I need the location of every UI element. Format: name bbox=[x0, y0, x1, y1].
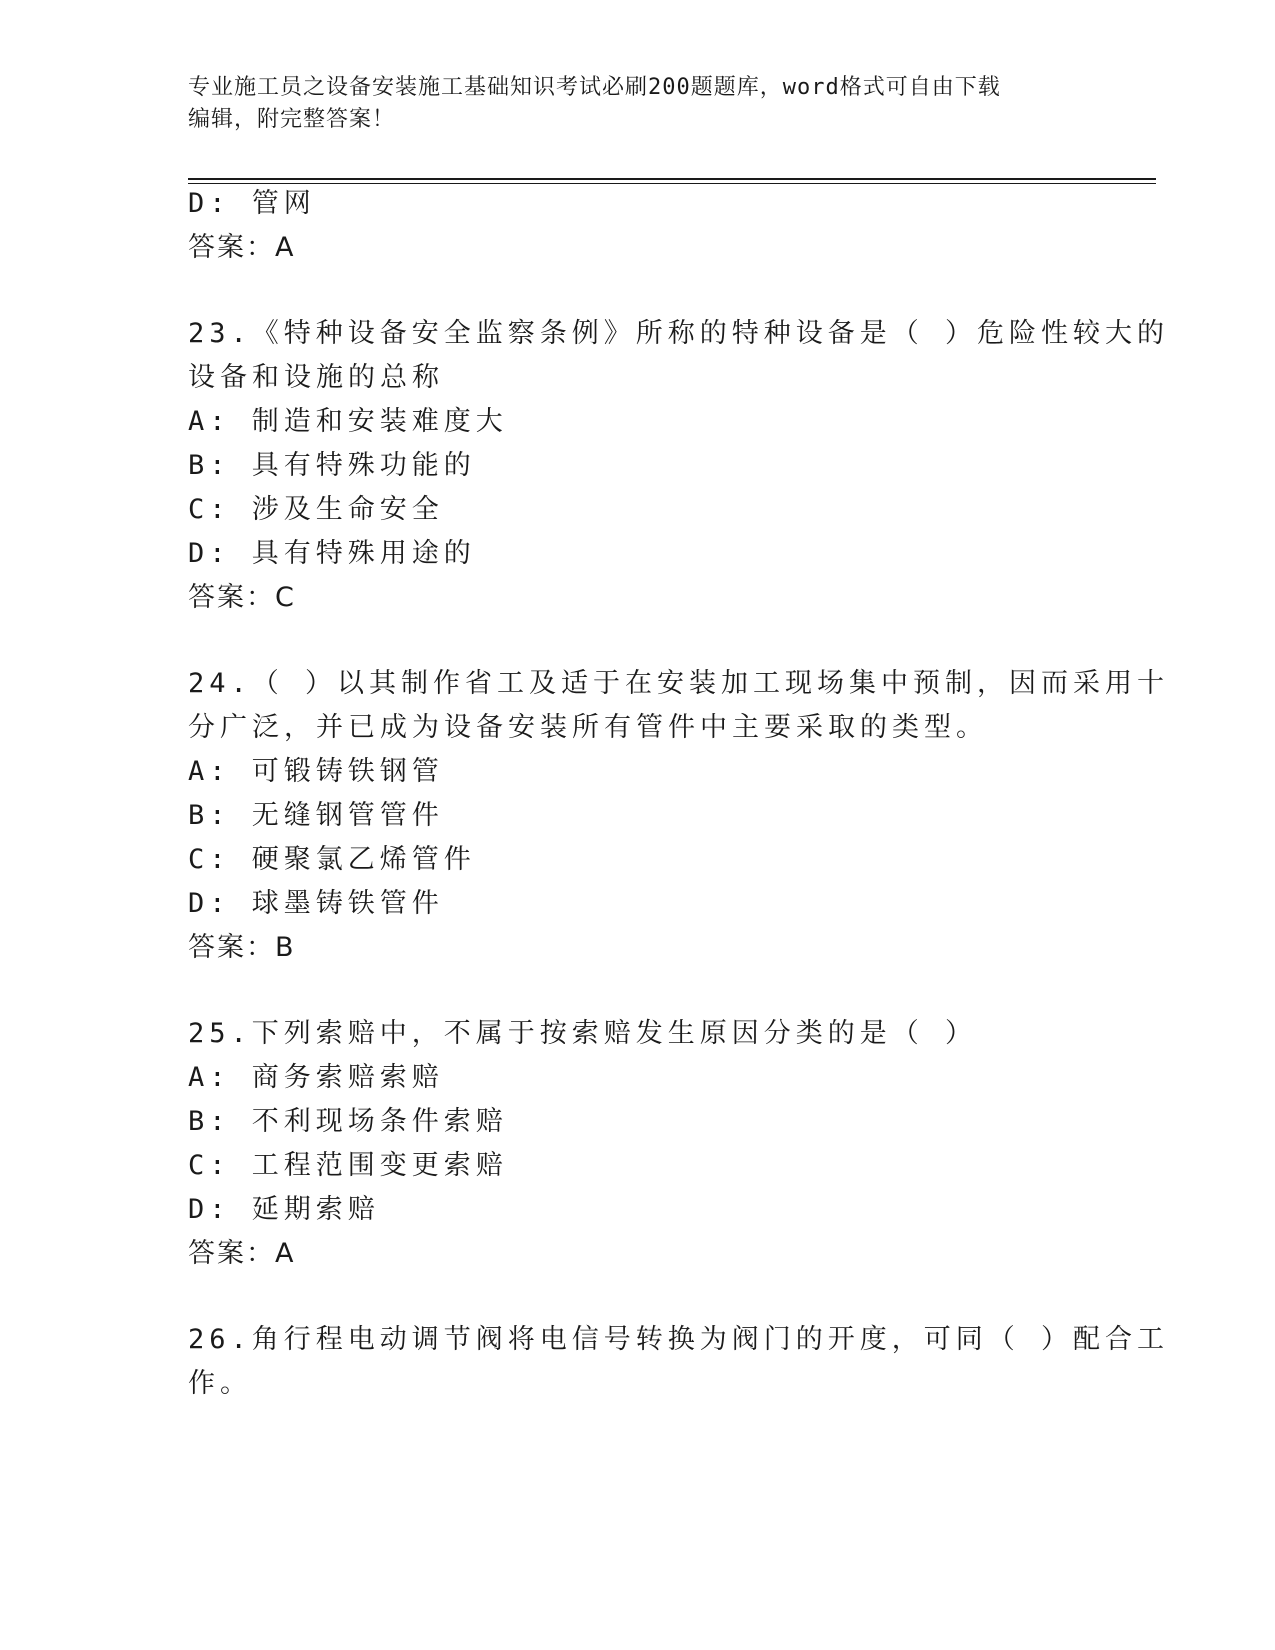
header-title-line-2: 编辑，附完整答案！ bbox=[188, 107, 396, 132]
q26-stem-line-2: 作。 bbox=[188, 1368, 252, 1399]
q24-option-c: C: 硬聚氯乙烯管件 bbox=[188, 844, 476, 875]
header-divider-thin bbox=[188, 183, 1156, 184]
page-header bbox=[188, 72, 1088, 136]
q26-stem-line-1: 26.角行程电动调节阀将电信号转换为阀门的开度，可同（ ）配合工 bbox=[188, 1324, 1170, 1355]
header-title-line-1: 专业施工员之设备安装施工基础知识考试必刷200题题库，word格式可自由下载 bbox=[188, 75, 1001, 100]
q24-stem-line-1: 24.（ ）以其制作省工及适于在安装加工现场集中预制，因而采用十 bbox=[188, 668, 1170, 699]
q23-stem-line-1: 23.《特种设备安全监察条例》所称的特种设备是（ ）危险性较大的 bbox=[188, 318, 1170, 349]
q24-answer: 答案：B bbox=[188, 932, 296, 963]
q23-stem-line-2: 设备和设施的总称 bbox=[188, 362, 444, 393]
q23-option-a: A: 制造和安装难度大 bbox=[188, 406, 508, 437]
q24-stem-line-2: 分广泛，并已成为设备安装所有管件中主要采取的类型。 bbox=[188, 712, 988, 743]
q25-stem-line-1: 25.下列索赔中，不属于按索赔发生原因分类的是（ ） bbox=[188, 1018, 978, 1049]
q25-option-d: D: 延期索赔 bbox=[188, 1194, 380, 1225]
q25-option-a: A: 商务索赔索赔 bbox=[188, 1062, 444, 1093]
q24-option-a: A: 可锻铸铁钢管 bbox=[188, 756, 444, 787]
prev-question-option-d: D: 管网 bbox=[188, 188, 316, 219]
q24-option-d: D: 球墨铸铁管件 bbox=[188, 888, 444, 919]
q23-answer: 答案：C bbox=[188, 582, 296, 613]
q25-option-b: B: 不利现场条件索赔 bbox=[188, 1106, 508, 1137]
q25-option-c: C: 工程范围变更索赔 bbox=[188, 1150, 508, 1181]
prev-question-answer: 答案：A bbox=[188, 232, 296, 263]
q23-option-c: C: 涉及生命安全 bbox=[188, 494, 444, 525]
q23-option-b: B: 具有特殊功能的 bbox=[188, 450, 476, 481]
header-divider-thick bbox=[188, 178, 1156, 180]
q24-option-b: B: 无缝钢管管件 bbox=[188, 800, 444, 831]
q23-option-d: D: 具有特殊用途的 bbox=[188, 538, 476, 569]
q25-answer: 答案：A bbox=[188, 1238, 296, 1269]
